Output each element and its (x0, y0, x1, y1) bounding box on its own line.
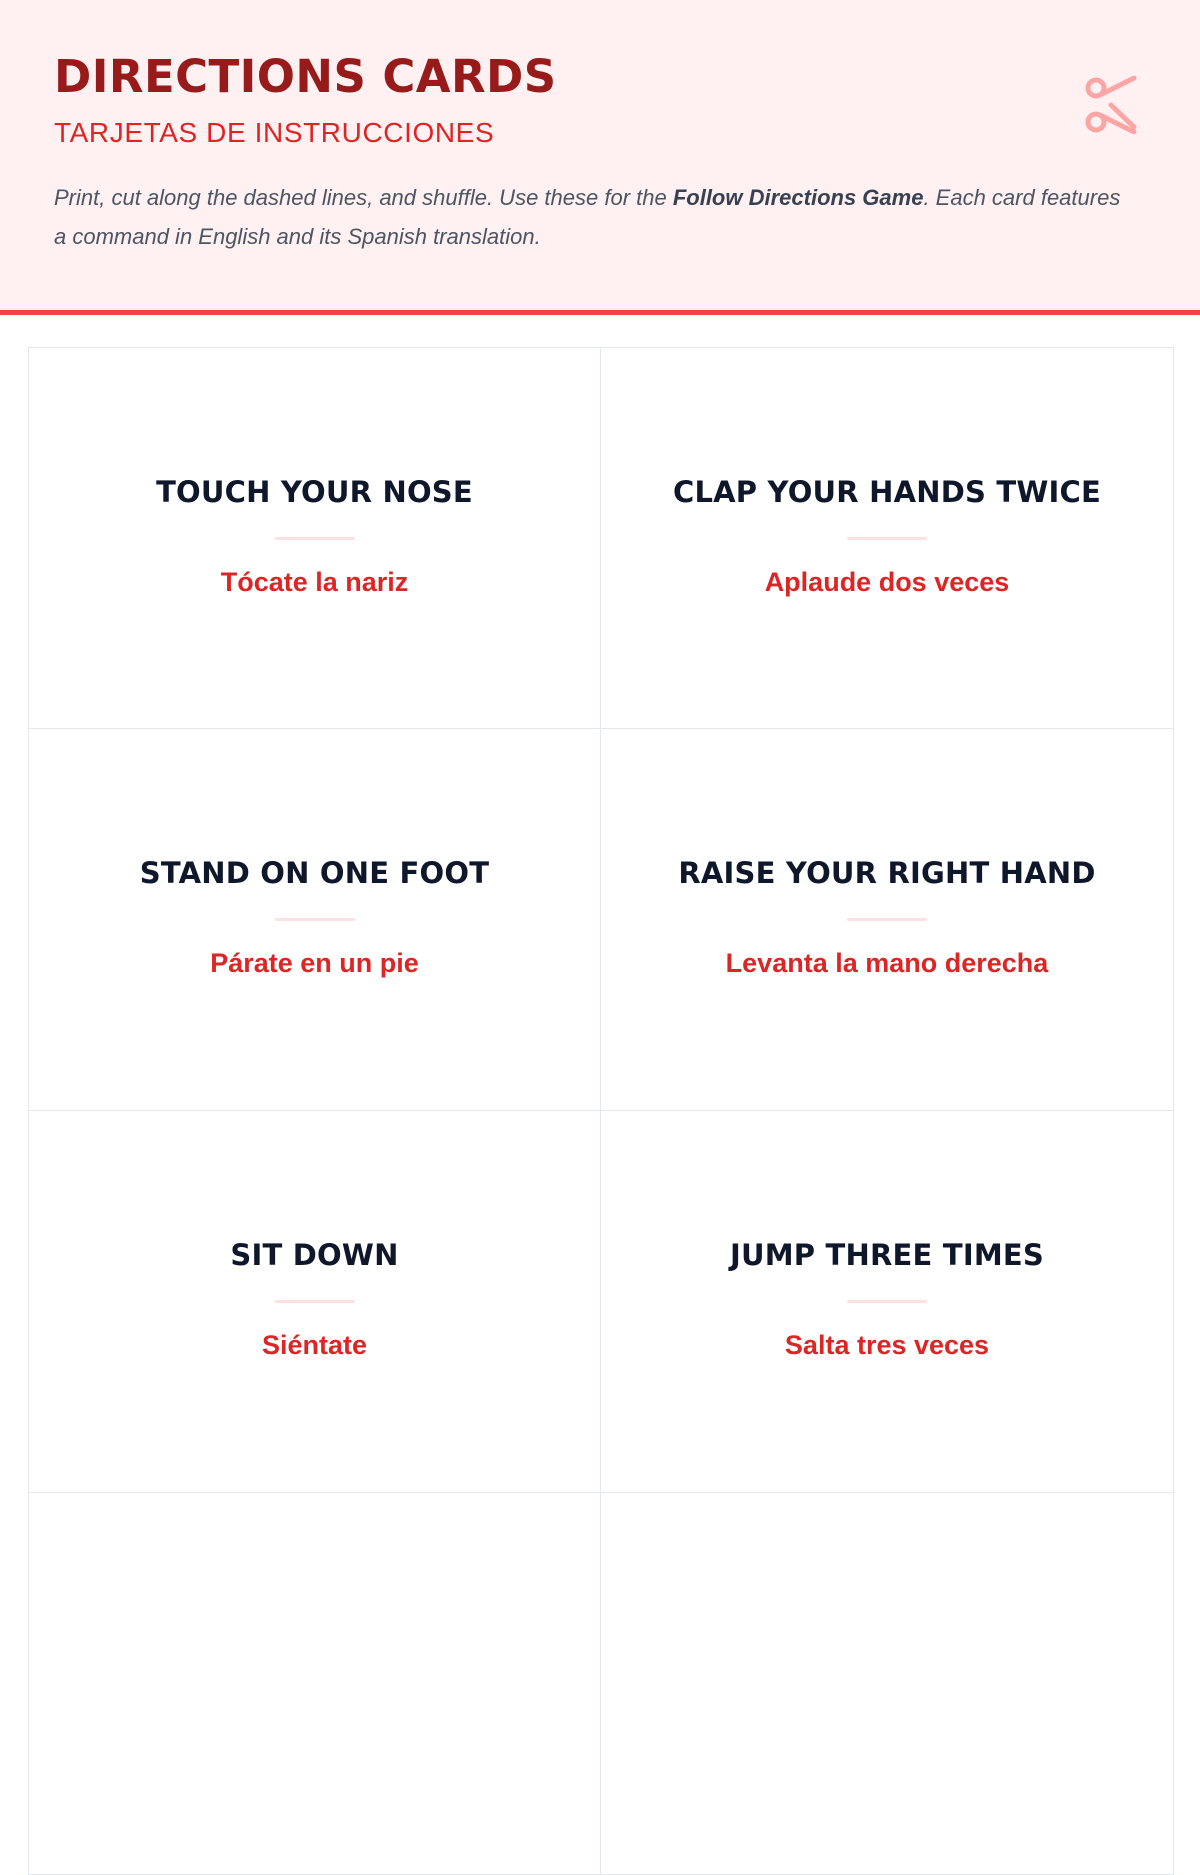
directions-header (0, 0, 1200, 315)
direction-card (601, 347, 1174, 729)
card-english-command: JUMP THREE TIMES (730, 1238, 1044, 1272)
card-spanish-translation: Aplaude dos veces (764, 567, 1010, 597)
blank-direction-card (601, 1493, 1174, 1875)
page-title: DIRECTIONS CARDS (54, 50, 557, 103)
direction-card (28, 347, 601, 729)
card-spanish-translation: Tócate la nariz (220, 567, 409, 597)
card-divider (275, 918, 355, 921)
card-english-command: RAISE YOUR RIGHT HAND (678, 856, 1096, 890)
card-content (601, 348, 1173, 728)
card-content (601, 1111, 1173, 1492)
instructions-suffix: . Each card features a command in English and its Spanish translation. (54, 185, 1121, 249)
card-english-command: SIT DOWN (230, 1238, 399, 1272)
card-divider (847, 1300, 927, 1303)
direction-card (601, 1111, 1174, 1493)
card-english-command: TOUCH YOUR NOSE (156, 475, 473, 509)
direction-card (601, 729, 1174, 1111)
card-english-command: STAND ON ONE FOOT (139, 856, 490, 890)
direction-card (28, 729, 601, 1111)
card-content (29, 729, 600, 1110)
printing-instructions (54, 178, 1134, 256)
card-content (601, 729, 1173, 1110)
card-divider (847, 537, 927, 540)
card-spanish-translation: Levanta la mano derecha (725, 948, 1049, 978)
card-divider (275, 537, 355, 540)
blank-direction-card (28, 1493, 601, 1875)
card-divider (847, 918, 927, 921)
card-content (29, 1111, 600, 1492)
instructions-prefix: Print, cut along the dashed lines, and shuffle. Use these for the (54, 185, 673, 210)
card-spanish-translation: Párate en un pie (210, 948, 419, 978)
card-divider (275, 1300, 355, 1303)
page-subtitle: TARJETAS DE INSTRUCCIONES (54, 117, 495, 148)
direction-card-grid (28, 347, 1174, 1600)
follow-directions-game-name: Follow Directions Game (672, 185, 924, 210)
card-spanish-translation: Salta tres veces (784, 1330, 990, 1360)
card-english-command: CLAP YOUR HANDS TWICE (672, 475, 1102, 509)
card-content (29, 348, 600, 728)
direction-card (28, 1111, 601, 1493)
card-spanish-translation: Siéntate (261, 1330, 368, 1360)
scissors-icon (1084, 76, 1142, 134)
